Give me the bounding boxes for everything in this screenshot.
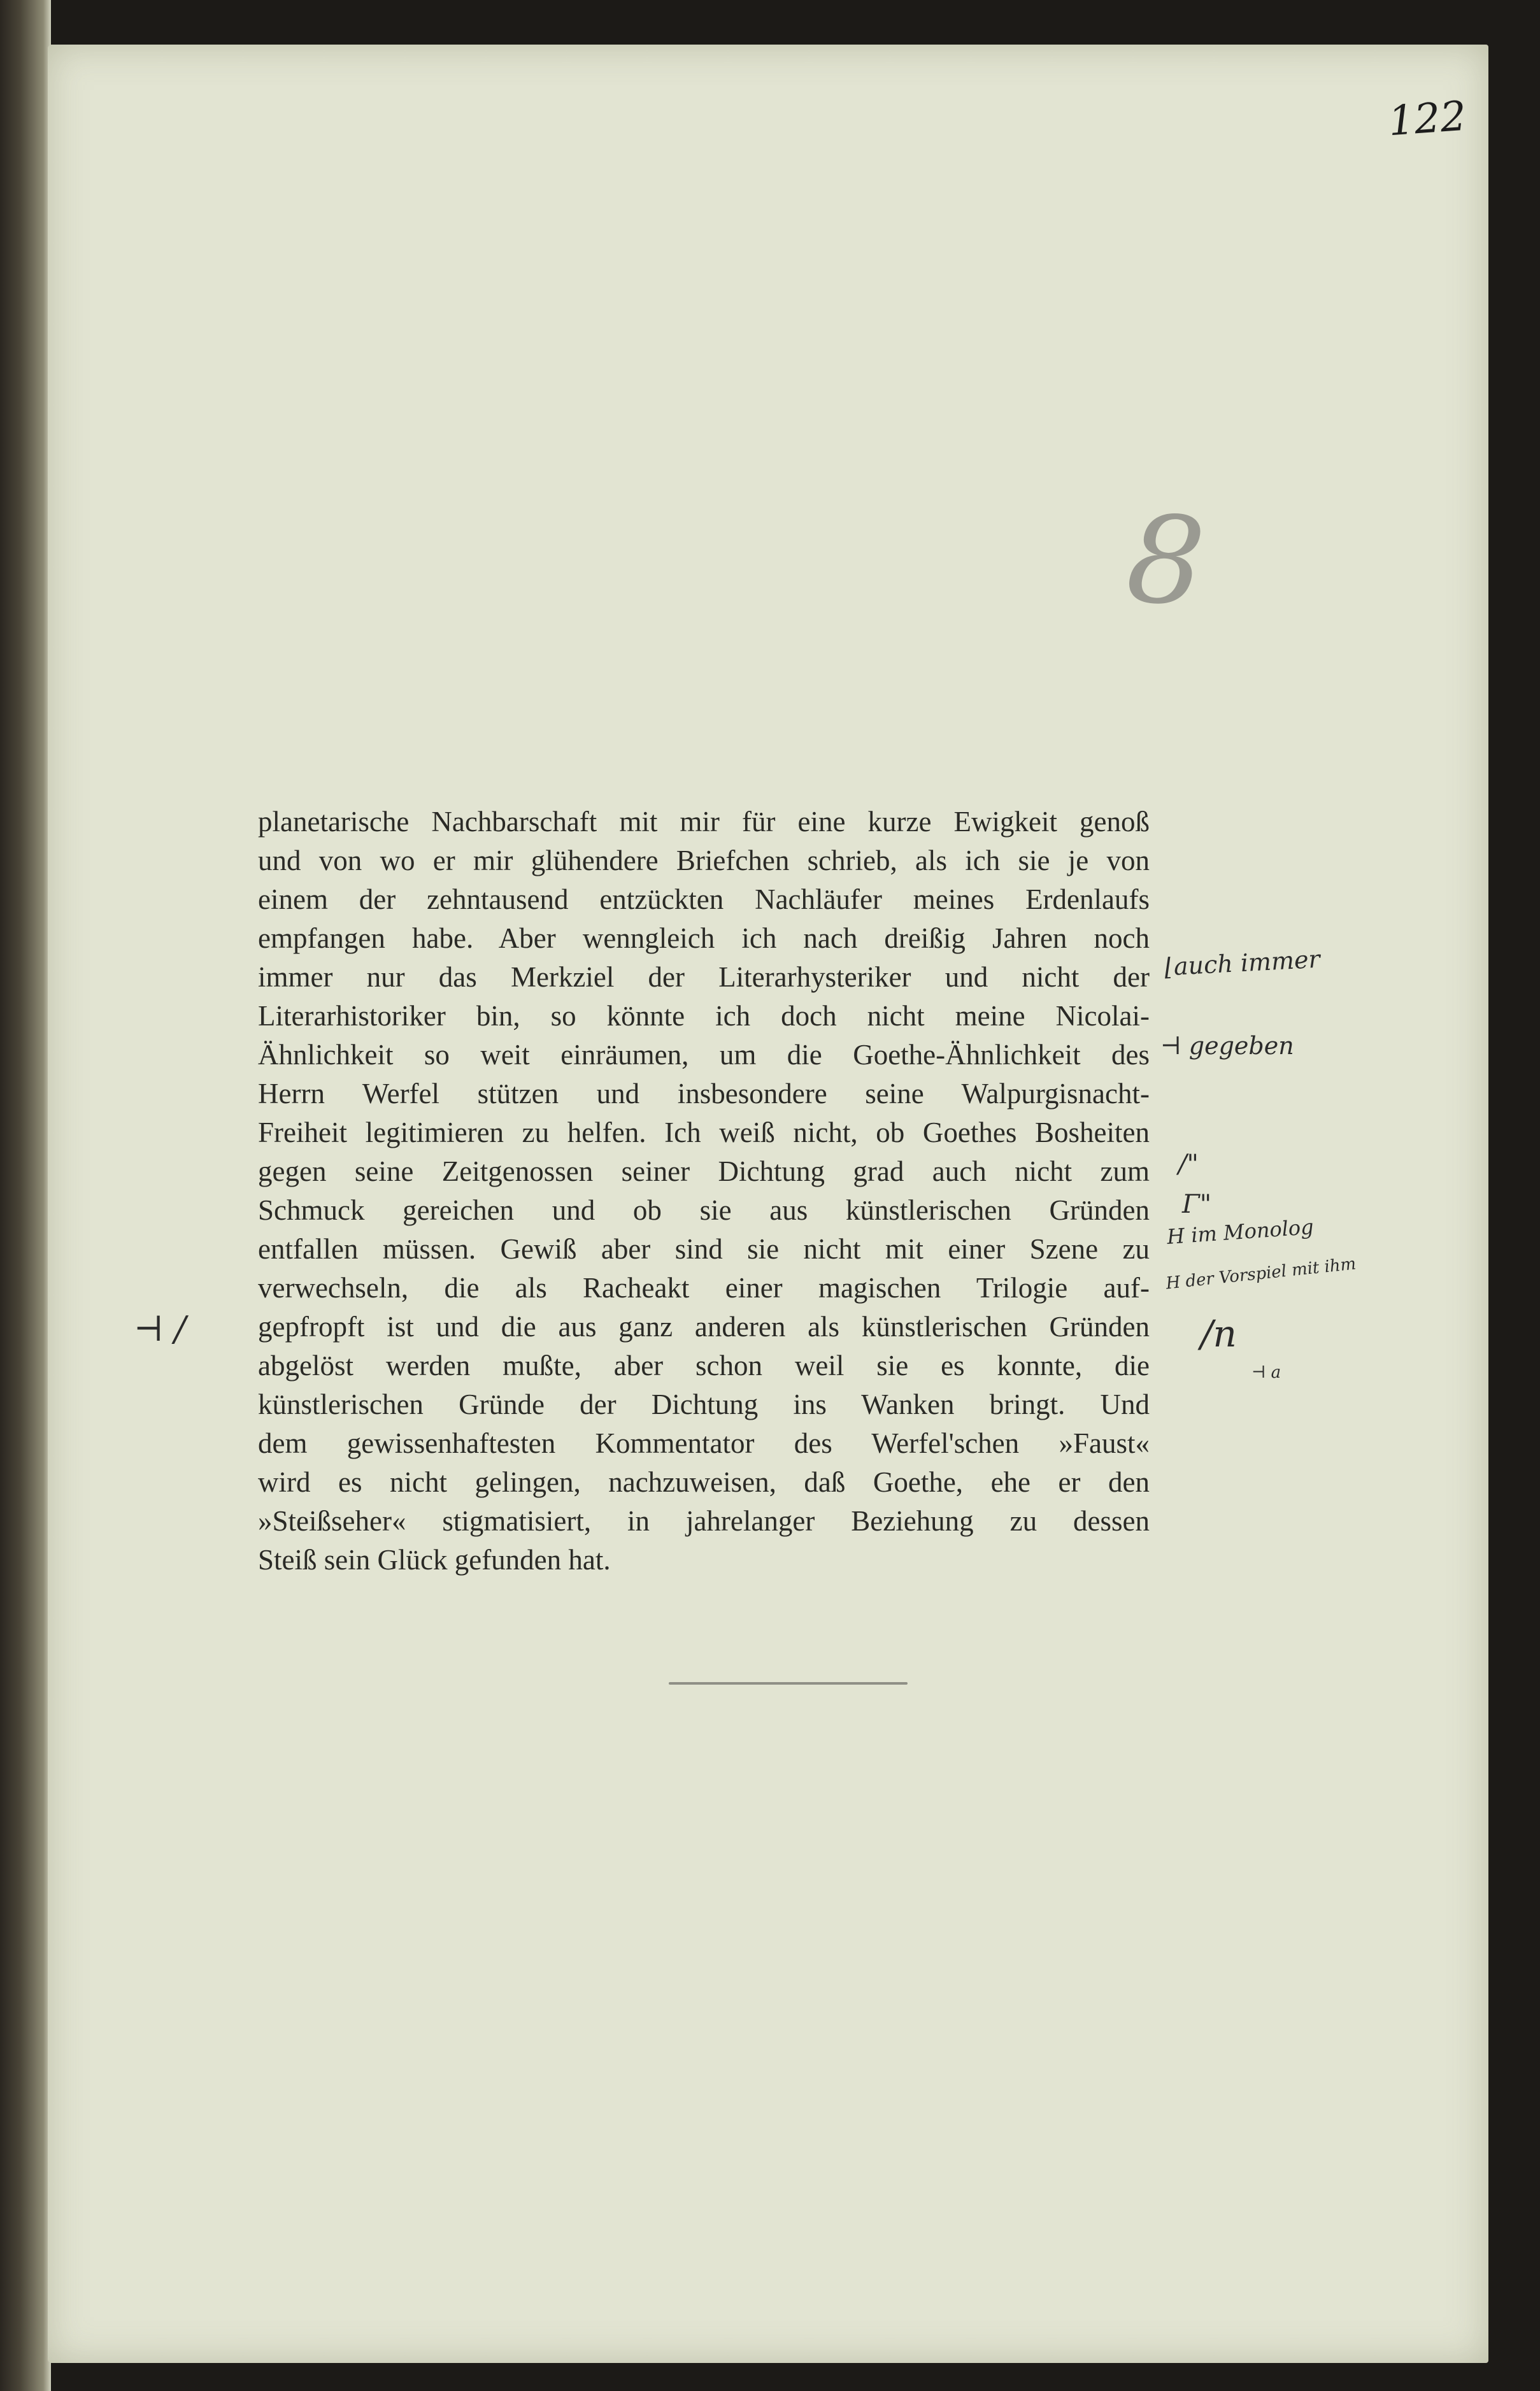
text-line: Herrn Werfel stützen und insbesondere seine Walpurgisnacht- xyxy=(258,1078,1150,1110)
text-line: Ähnlichkeit so weit einräumen, um die Goethe-Ähnlichkeit des xyxy=(258,1039,1150,1071)
text-line: immer nur das Merkziel der Literarhysteriker und nicht der xyxy=(258,961,1150,993)
section-divider xyxy=(669,1682,908,1685)
text-line: Schmuck gereichen und ob sie aus künstlerischen Gründen xyxy=(258,1194,1150,1226)
text-line: dem gewissenhaftesten Kommentator des Werfel'schen »Faust« xyxy=(258,1427,1150,1459)
margin-note: /n xyxy=(1201,1312,1237,1355)
text-line: gegen seine Zeitgenossen seiner Dichtung grad auch nicht zum xyxy=(258,1155,1150,1187)
body-text xyxy=(258,803,1150,1580)
margin-note: ⌊auch immer xyxy=(1164,945,1321,981)
text-line: Steiß sein Glück gefunden hat. xyxy=(258,1544,611,1576)
text-line: gepfropft ist und die aus ganz anderen als künstlerischen Gründen xyxy=(258,1311,1150,1343)
text-line: abgelöst werden mußte, aber schon weil sie es konnte, die xyxy=(258,1350,1150,1381)
text-line: einem der zehntausend entzückten Nachläufer meines Erdenlaufs xyxy=(258,883,1150,915)
text-line: planetarische Nachbarschaft mit mir für eine kurze Ewigkeit genoß xyxy=(258,806,1150,838)
margin-note: Γ" xyxy=(1182,1190,1212,1219)
margin-note: ⊣ gegeben xyxy=(1160,1032,1294,1060)
text-line: und von wo er mir glühendere Briefchen schrieb, als ich sie je von xyxy=(258,845,1150,876)
text-line: empfangen habe. Aber wenngleich ich nach dreißig Jahren noch xyxy=(258,922,1150,954)
text-line: entfallen müssen. Gewiß aber sind sie nicht mit einer Szene zu xyxy=(258,1233,1150,1265)
text-line: Freiheit legitimieren zu helfen. Ich weiß nicht, ob Goethes Bosheiten xyxy=(258,1117,1150,1148)
text-line: künstlerischen Gründe der Dichtung ins Wanken bringt. Und xyxy=(258,1388,1150,1420)
text-line: Literarhistoriker bin, so könnte ich doch nicht meine Nicolai- xyxy=(258,1000,1150,1032)
margin-note: /" xyxy=(1178,1150,1199,1179)
pencil-mark: 8 xyxy=(1122,488,1209,634)
page-number: 122 xyxy=(1387,92,1468,146)
margin-note: ⊣ a xyxy=(1251,1363,1281,1382)
previous-page-edge xyxy=(0,0,51,2391)
text-line: verwechseln, die als Racheakt einer magischen Trilogie auf- xyxy=(258,1272,1150,1304)
margin-note: H im Monolog xyxy=(1166,1214,1315,1250)
margin-note: H der Vorspiel mit ihm xyxy=(1165,1254,1357,1294)
margin-note: ⊣ / xyxy=(134,1309,186,1349)
text-line: »Steißseher« stigmatisiert, in jahrelanger Beziehung zu dessen xyxy=(258,1505,1150,1537)
text-line: wird es nicht gelingen, nachzuweisen, daß Goethe, ehe er den xyxy=(258,1466,1150,1498)
